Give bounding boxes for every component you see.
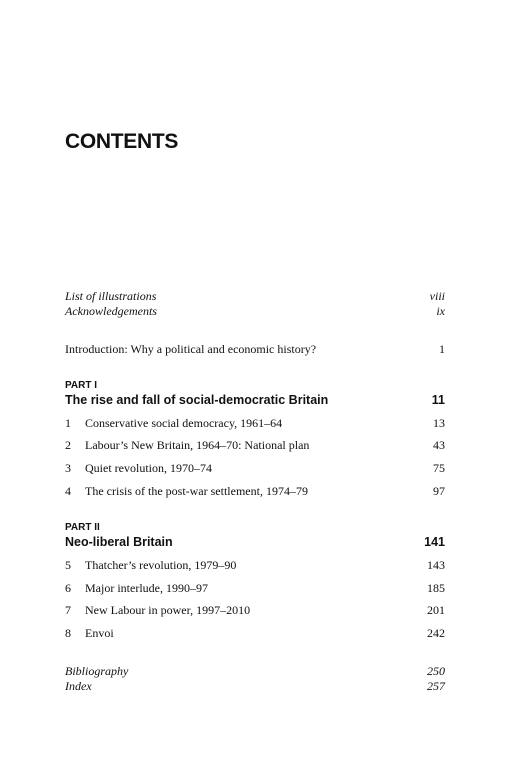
part-page: 11 [431, 393, 445, 407]
toc-entry-title: List of illustrations [65, 289, 157, 303]
toc-chapter[interactable] [65, 461, 445, 477]
toc-chapter[interactable] [65, 581, 445, 597]
toc-entry-page: viii [429, 289, 445, 303]
toc-part-heading[interactable] [65, 535, 445, 549]
part-label: PART I [65, 380, 98, 391]
chapter-title: New Labour in power, 1997–2010 [85, 603, 251, 617]
part-label: PART II [65, 522, 100, 533]
chapter-page: 143 [427, 558, 445, 572]
chapter-number: 2 [65, 438, 71, 452]
chapter-title: Labour’s New Britain, 1964–70: National plan [85, 438, 310, 452]
chapter-number: 6 [65, 581, 71, 595]
toc-entry-page: ix [436, 304, 445, 318]
chapter-number: 1 [65, 416, 71, 430]
page-title: CONTENTS [65, 130, 179, 153]
chapter-title: Quiet revolution, 1970–74 [85, 461, 212, 475]
toc-entry-page: 257 [427, 679, 445, 693]
toc-entry-bibliography[interactable] [65, 664, 445, 680]
toc-entry-title: Acknowledgements [65, 304, 157, 318]
toc-entry-title: Index [65, 679, 92, 693]
chapter-title: Conservative social democracy, 1961–64 [85, 416, 283, 430]
toc-chapter[interactable] [65, 558, 445, 574]
chapter-title: Major interlude, 1990–97 [85, 581, 208, 595]
chapter-page: 185 [427, 581, 445, 595]
chapter-page: 201 [427, 603, 445, 617]
chapter-number: 4 [65, 484, 71, 498]
toc-chapter[interactable] [65, 626, 445, 642]
chapter-number: 5 [65, 558, 71, 572]
toc-chapter[interactable] [65, 603, 445, 619]
chapter-page: 75 [433, 461, 445, 475]
chapter-title: Envoi [85, 626, 114, 640]
toc-entry-title: Introduction: Why a political and economic history? [65, 342, 317, 356]
toc-entry-introduction[interactable] [65, 342, 445, 358]
toc-entry-page: 1 [439, 342, 445, 356]
chapter-number: 7 [65, 603, 71, 617]
chapter-number: 8 [65, 626, 71, 640]
part-title: The rise and fall of social-democratic Britain [65, 393, 329, 407]
chapter-title: Thatcher’s revolution, 1979–90 [85, 558, 237, 572]
chapter-page: 97 [433, 484, 445, 498]
chapter-page: 13 [433, 416, 445, 430]
toc-chapter[interactable] [65, 416, 445, 432]
toc-entry-title: Bibliography [65, 664, 129, 678]
part-title: Neo-liberal Britain [65, 535, 173, 549]
toc-entry-list-of-illustrations[interactable] [65, 289, 445, 305]
chapter-page: 43 [433, 438, 445, 452]
toc-part-heading[interactable] [65, 393, 445, 407]
chapter-number: 3 [65, 461, 71, 475]
toc-entry-acknowledgements[interactable] [65, 304, 445, 320]
part-page: 141 [424, 535, 445, 549]
chapter-page: 242 [427, 626, 445, 640]
toc-chapter[interactable] [65, 484, 445, 500]
toc-entry-page: 250 [427, 664, 445, 678]
toc-entry-index[interactable] [65, 679, 445, 695]
toc-chapter[interactable] [65, 438, 445, 454]
chapter-title: The crisis of the post-war settlement, 1974–79 [85, 484, 308, 498]
